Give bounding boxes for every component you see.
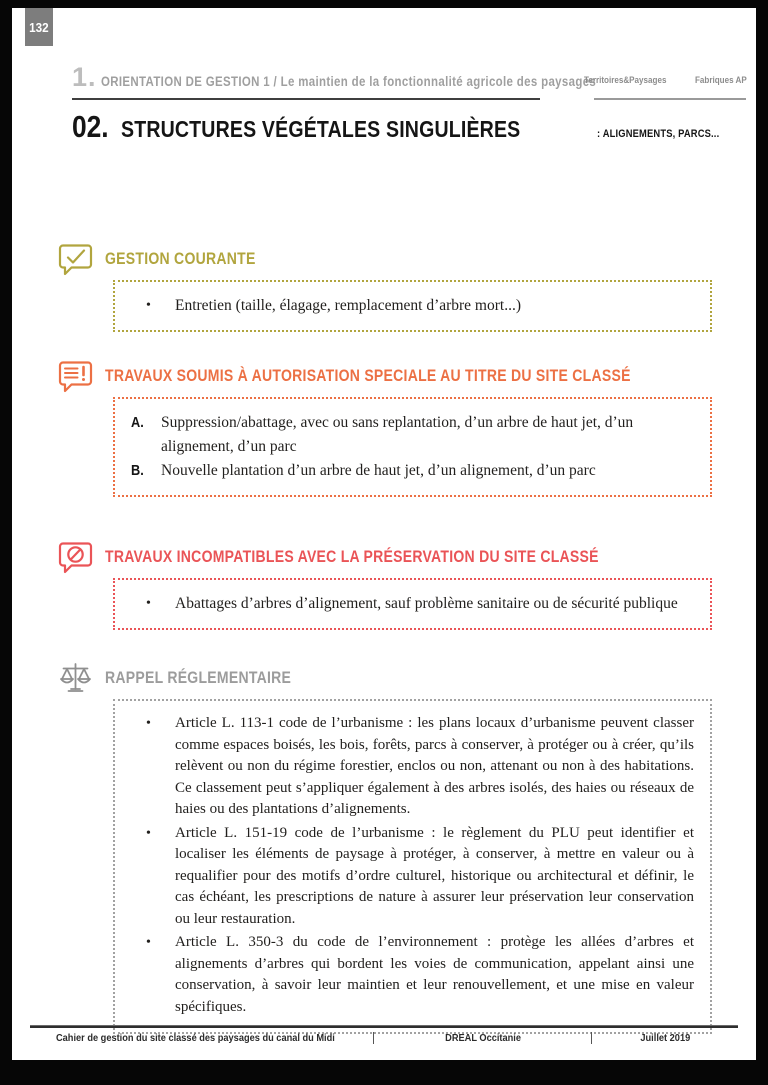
section-rappel-reglementaire — [12, 660, 756, 1034]
title-main: STRUCTURES VÉGÉTALES SINGULIÈRES — [121, 116, 521, 142]
section-title: RAPPEL RÉGLEMENTAIRE — [105, 669, 292, 687]
bullet-marker: • — [146, 935, 151, 950]
item-text: Entretien (taille, élagage, remplacement d’arbre mort...) — [175, 297, 521, 314]
title-number: 02. — [72, 109, 109, 144]
page-footer — [30, 1025, 738, 1044]
bullet-marker: • — [146, 825, 151, 841]
sections — [12, 241, 756, 1034]
footer-cells — [30, 1032, 738, 1044]
list-item — [131, 592, 694, 616]
section-travaux-incompatibles — [12, 539, 756, 630]
check-speech-bubble-icon — [57, 241, 94, 278]
section-gestion-courante — [12, 241, 756, 332]
footer-date: Juillet 2019 — [640, 1032, 691, 1044]
list-item — [131, 459, 694, 483]
item-text: Article L. 350-3 du code de l’environnement : protège les allées d’arbres et alignements d’arbres qui bordent les voies de communication, appelant ainsi une conservation, à savoir leur maintien et leur renouvellement, et une mise en valeur spécifiques. — [175, 934, 694, 1015]
section-box — [113, 578, 712, 630]
section-heading — [57, 358, 756, 395]
brand-block — [584, 74, 747, 100]
page-number: 132 — [29, 19, 49, 35]
section-title: TRAVAUX SOUMIS À AUTORISATION SPECIALE AU TITRE DU SITE CLASSÉ — [105, 367, 631, 385]
list-item — [131, 713, 694, 821]
item-text: Nouvelle plantation d’un arbre de haut jet, d’un alignement, d’un parc — [161, 462, 596, 479]
brand-fabriques: Fabriques AP — [695, 75, 747, 86]
section-travaux-autorisation — [12, 358, 756, 497]
item-letter-a: A. — [131, 414, 144, 431]
prohibition-speech-bubble-icon — [57, 539, 94, 576]
title-suffix: : ALIGNEMENTS, PARCS... — [596, 128, 720, 140]
orientation-kicker — [72, 62, 597, 100]
section-heading — [57, 241, 756, 278]
bullet-marker: • — [146, 716, 151, 731]
item-text: Suppression/abattage, avec ou sans replantation, d’un arbre de haut jet, d’un alignement, d’un parc — [161, 414, 634, 455]
list-item — [131, 294, 694, 318]
item-text: Article L. 151-19 code de l’urbanisme : le règlement du PLU peut identifier et localiser les éléments de paysage à protéger, à conserver, à mettre en valeur ou à requalifier pour des motifs d’ordre culturel, historique ou architectural et définir, le cas échéant, les prescriptions de nature à assurer leur préservation leur conservation ou leur restauration. — [175, 824, 694, 927]
section-box — [113, 280, 712, 332]
alert-speech-bubble-icon — [57, 358, 94, 395]
list-item — [131, 823, 694, 931]
footer-document-title: Cahier de gestion du site classé des paysages du canal du Midi — [56, 1032, 335, 1044]
bullet-marker: • — [146, 596, 151, 611]
footer-organization: DREAL Occitanie — [373, 1032, 592, 1044]
section-heading — [57, 539, 756, 576]
section-box — [113, 699, 712, 1034]
page-number-badge — [25, 8, 53, 46]
item-letter-b: B. — [131, 462, 144, 479]
list-item — [131, 932, 694, 1018]
item-text: Article L. 113-1 code de l’urbanisme : les plans locaux d’urbanisme peuvent classer comme espaces boisés, les bois, forêts, parcs à conserver, à protéger ou à créer, qu’ils relèvent ou non du régime forestier, enclos ou non, attenant ou non à des habitations. Ce classement peut s’appliquer également à des arbres isolés, des haies ou réseaux de haies ou des plantations d’alignements. — [175, 715, 694, 817]
brand-territoires: Territoires&Paysages — [584, 75, 667, 86]
page-header — [72, 62, 746, 100]
bullet-marker: • — [146, 298, 151, 313]
orientation-number: 1. — [72, 62, 97, 92]
section-title: TRAVAUX INCOMPATIBLES AVEC LA PRÉSERVATION DU SITE CLASSÉ — [105, 548, 599, 566]
scales-icon — [57, 660, 94, 697]
document-page — [12, 8, 756, 1060]
orientation-title: ORIENTATION DE GESTION 1 / Le maintien de la fonctionnalité agricole des paysages — [100, 74, 597, 89]
item-text: Abattages d’arbres d’alignement, sauf problème sanitaire ou de sécurité publique — [175, 595, 678, 612]
footer-rule — [30, 1025, 738, 1028]
section-title: GESTION COURANTE — [105, 250, 256, 268]
list-item — [131, 411, 694, 459]
section-box — [113, 397, 712, 497]
page-title — [72, 109, 746, 145]
section-heading — [57, 660, 756, 697]
